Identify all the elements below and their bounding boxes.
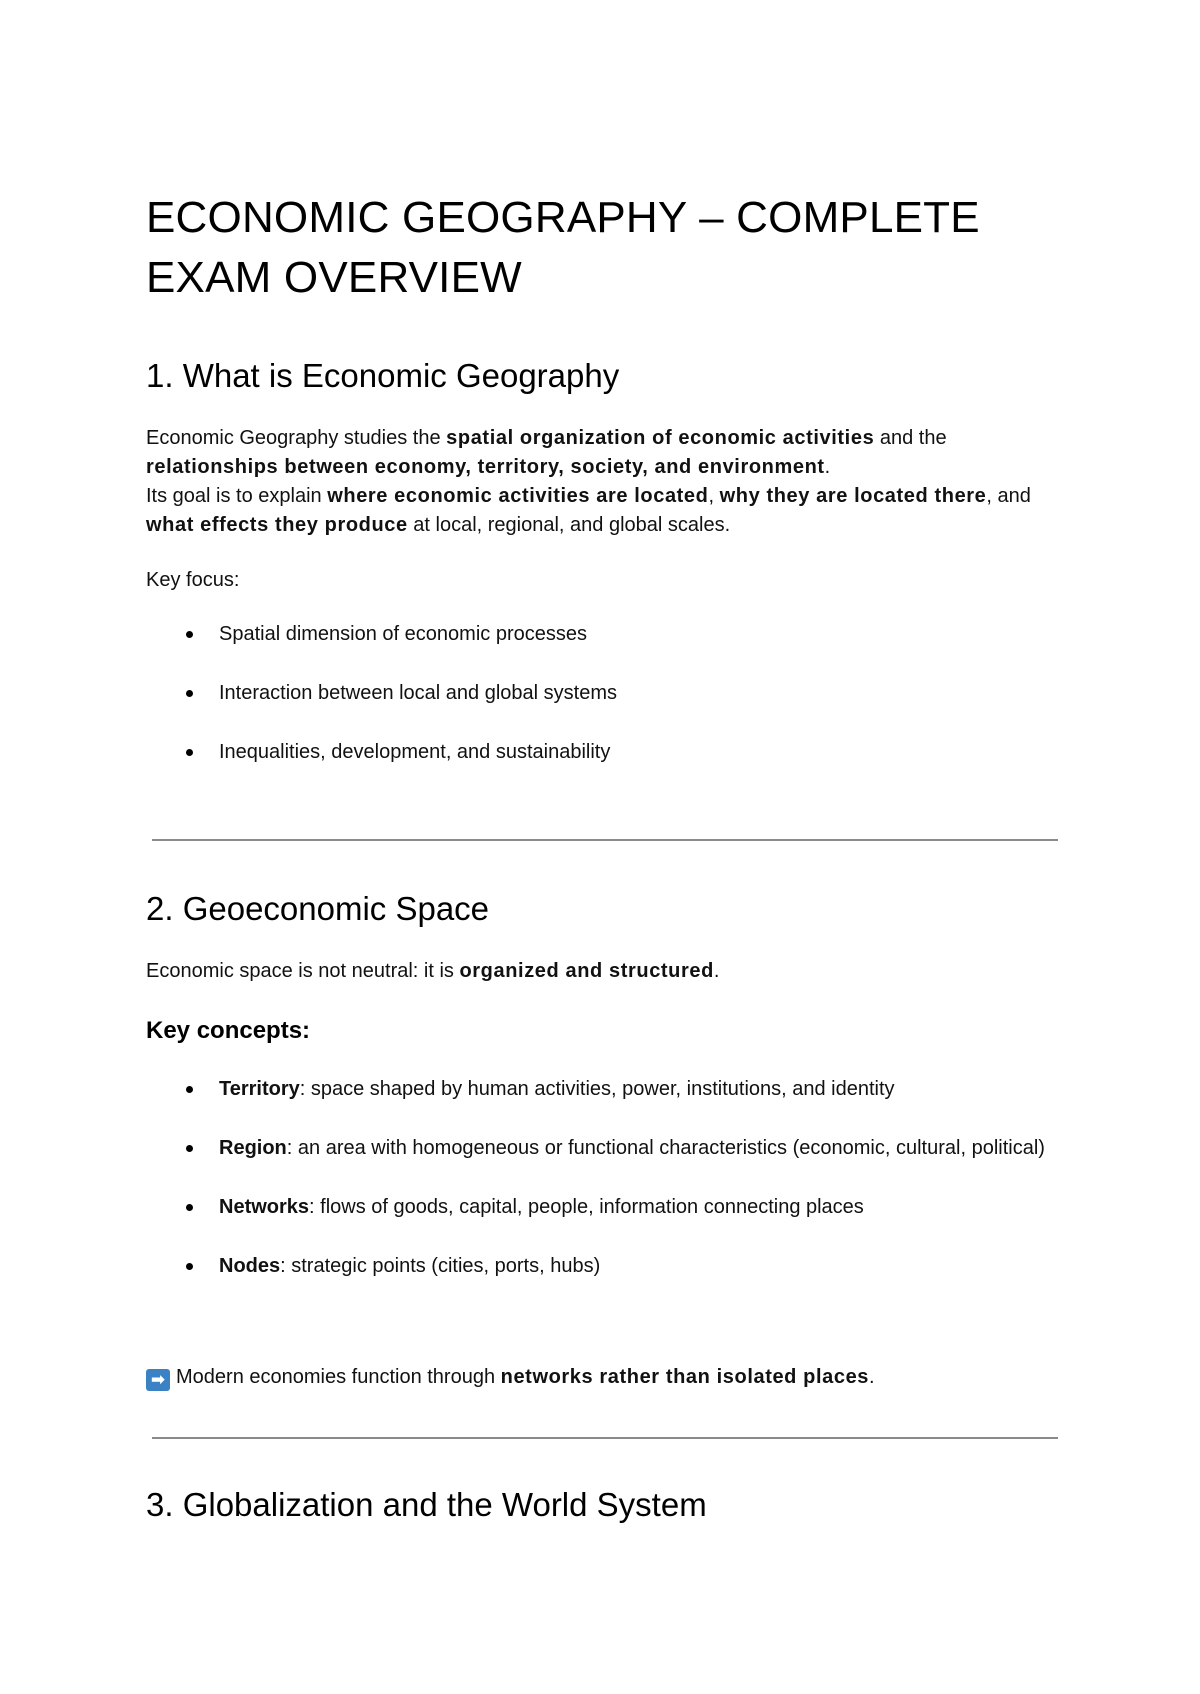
horizontal-divider bbox=[152, 839, 1058, 841]
section-1-paragraph-1 bbox=[146, 424, 1066, 540]
list-item bbox=[146, 1075, 1066, 1104]
bold-run: where economic activities are located bbox=[327, 485, 709, 507]
key-concepts-heading: Key concepts: bbox=[146, 1017, 311, 1044]
bold-run: why they are located there bbox=[719, 485, 987, 507]
list-item bbox=[146, 1252, 1066, 1281]
concept-term: Nodes bbox=[219, 1255, 281, 1277]
bullet-icon bbox=[186, 749, 193, 756]
bold-run: organized and structured bbox=[459, 960, 714, 982]
list-item-text: Interaction between local and global systems bbox=[219, 682, 618, 704]
bold-run: spatial organization of economic activities bbox=[446, 427, 875, 449]
list-item bbox=[146, 1193, 1066, 1222]
concept-term: Region bbox=[219, 1137, 287, 1159]
bullet-icon bbox=[186, 631, 193, 638]
horizontal-divider bbox=[152, 1437, 1058, 1439]
text-run: , bbox=[708, 485, 720, 507]
text-run: and the bbox=[874, 427, 947, 449]
document-title: ECONOMIC GEOGRAPHY – COMPLETE EXAM OVERVIEW bbox=[146, 193, 980, 302]
key-concepts-list bbox=[146, 1075, 1066, 1281]
concept-desc: : flows of goods, capital, people, information connecting places bbox=[309, 1196, 864, 1218]
bullet-icon bbox=[186, 1086, 193, 1093]
list-item bbox=[146, 679, 1066, 708]
right-arrow-icon: ➡ bbox=[146, 1369, 170, 1391]
section-2-heading: 2. Geoeconomic Space bbox=[146, 890, 490, 927]
bullet-icon bbox=[186, 690, 193, 697]
text-run: , and bbox=[986, 485, 1031, 507]
bold-run: relationships between economy, territory, society, and environment bbox=[146, 456, 825, 478]
text-run: . bbox=[869, 1366, 875, 1388]
concept-term: Networks bbox=[219, 1196, 310, 1218]
text-run: at local, regional, and global scales. bbox=[407, 514, 731, 536]
bullet-icon bbox=[186, 1145, 193, 1152]
list-item bbox=[146, 1134, 1066, 1163]
list-item-text: Inequalities, development, and sustainability bbox=[219, 741, 611, 763]
text-run: Modern economies function through bbox=[176, 1366, 501, 1388]
bold-run: networks rather than isolated places bbox=[500, 1366, 870, 1388]
key-focus-list bbox=[146, 620, 1066, 767]
text-run: Economic space is not neutral: it is bbox=[146, 960, 460, 982]
bold-run: what effects they produce bbox=[146, 514, 408, 536]
section-2-intro bbox=[146, 957, 1066, 986]
bullet-icon bbox=[186, 1263, 193, 1270]
text-run: . bbox=[713, 960, 720, 982]
concept-desc: : strategic points (cities, ports, hubs) bbox=[280, 1255, 601, 1277]
section-1-heading: 1. What is Economic Geography bbox=[146, 357, 620, 394]
text-run: Economic Geography studies the bbox=[146, 427, 447, 449]
concept-term: Territory bbox=[219, 1078, 300, 1100]
concept-desc: : an area with homogeneous or functional characteristics (economic, cultural, political) bbox=[286, 1137, 1045, 1159]
key-focus-label: Key focus: bbox=[146, 569, 240, 591]
list-item bbox=[146, 738, 1066, 767]
concept-desc: : space shaped by human activities, power, institutions, and identity bbox=[299, 1078, 895, 1100]
text-run: Its goal is to explain bbox=[146, 485, 328, 507]
section-3-heading: 3. Globalization and the World System bbox=[146, 1486, 707, 1523]
section-2-conclusion bbox=[146, 1363, 1066, 1392]
bullet-icon bbox=[186, 1204, 193, 1211]
list-item-text: Spatial dimension of economic processes bbox=[219, 623, 587, 645]
list-item bbox=[146, 620, 1066, 649]
text-run: . bbox=[824, 456, 831, 478]
